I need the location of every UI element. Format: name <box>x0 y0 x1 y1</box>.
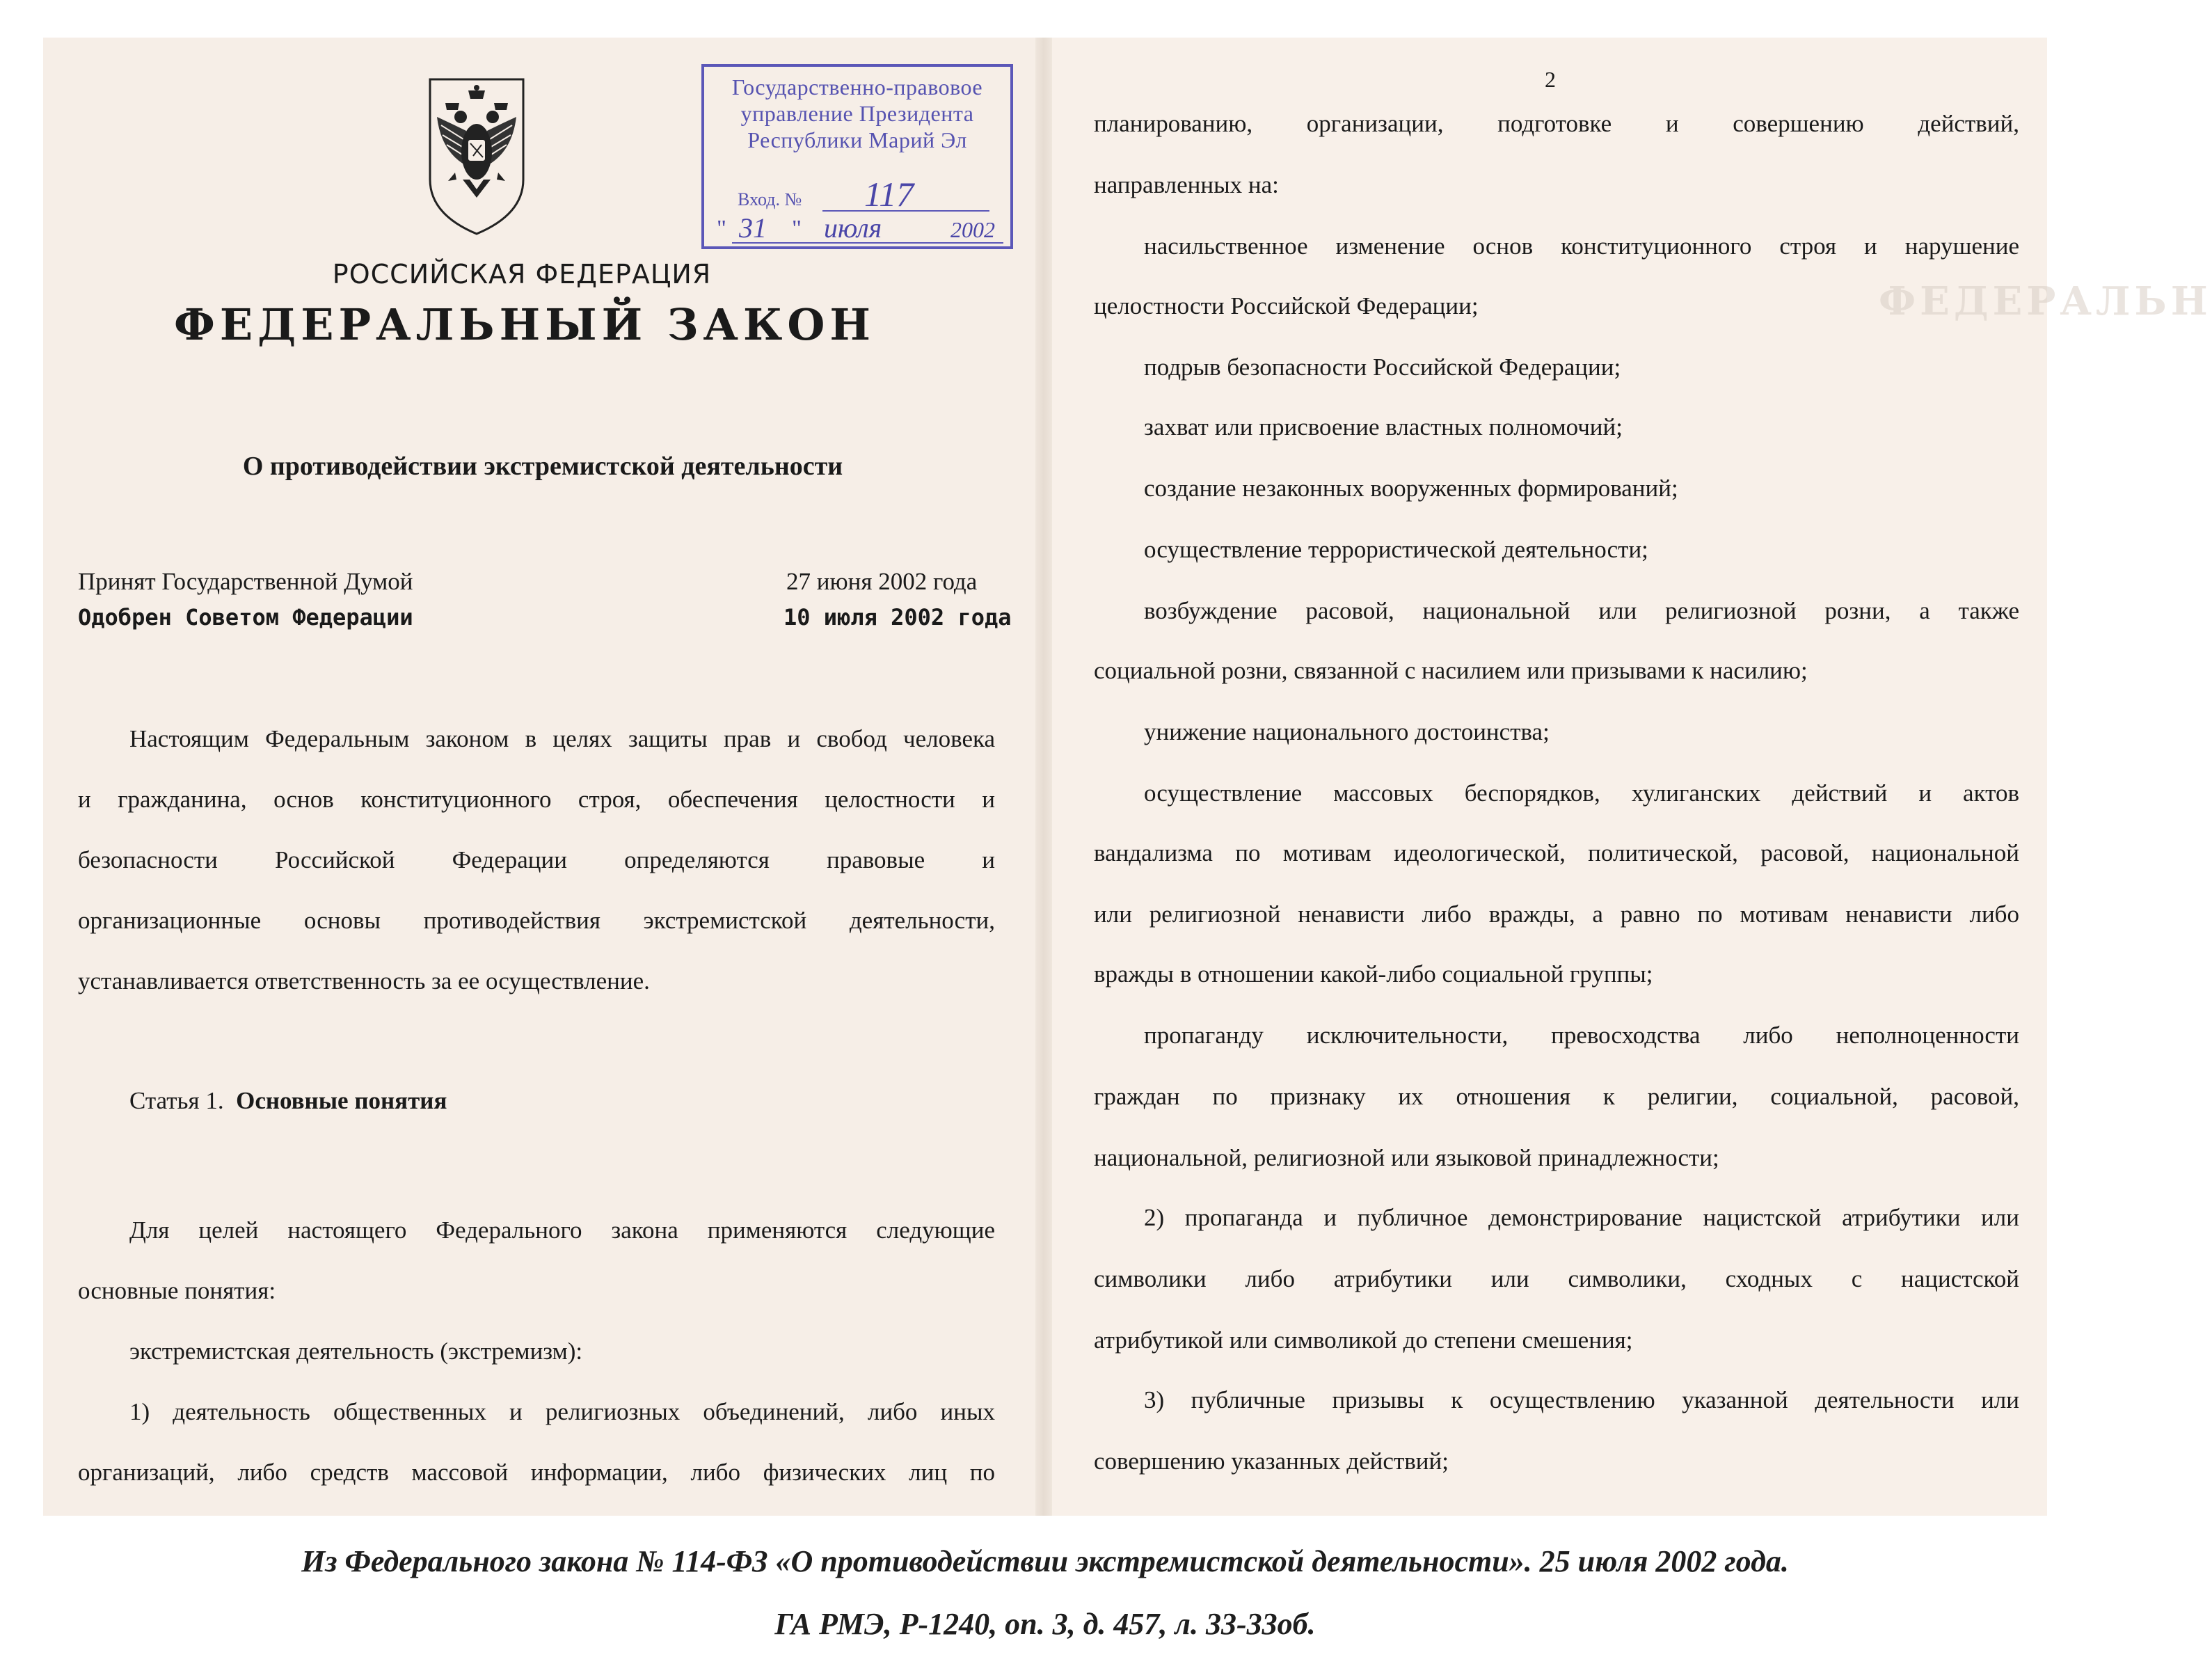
law-title: О противодействии экстремистской деятельности <box>242 452 843 481</box>
article-title: Основные понятия <box>236 1087 447 1114</box>
text-line: планированию, организации, подготовке и совершению действий, <box>1094 110 2019 137</box>
adopted-date: 27 июня 2002 года <box>786 568 978 595</box>
caption-title: Из Федерального закона № 114-ФЗ «О противодействии экстремистской деятельности». 25 июля 2002 года. <box>301 1544 1789 1578</box>
preamble <box>78 708 995 1011</box>
stamp-date-month: июля <box>824 212 882 244</box>
article-body <box>78 1200 995 1502</box>
text-line: создание незаконных вооруженных формирований; <box>1144 475 1678 502</box>
page-number: 2 <box>1545 67 1556 92</box>
preamble-line: устанавливается ответственность за ее осуществление. <box>78 967 650 994</box>
adopted-label: Принят Государственной Думой <box>78 568 413 595</box>
stamp-divider <box>732 242 1003 244</box>
text-line: 3) публичные призывы к осуществлению указанной деятельности или <box>1144 1386 2019 1413</box>
stamp-date-day: 31 <box>739 212 767 244</box>
stamp-org-line: Республики Марий Эл <box>747 127 967 152</box>
body-line: организаций, либо средств массовой информации, либо физических лиц по <box>78 1459 995 1486</box>
registration-stamp <box>701 64 1013 249</box>
stamp-incoming-label: Вход. № <box>738 189 802 209</box>
text-line: насильственное изменение основ конституционного строя и нарушение <box>1144 232 2019 260</box>
text-line: символики либо атрибутики или символики, сходных с нацистской <box>1094 1265 2019 1292</box>
text-line: пропаганду исключительности, превосходства либо неполноценности <box>1144 1022 2019 1049</box>
text-line: осуществление массовых беспорядков, хулиганских действий и актов <box>1144 779 2019 807</box>
stamp-date-year: 2002 <box>950 217 995 242</box>
text-line: граждан по признаку их отношения к религии, социальной, расовой, <box>1094 1083 2019 1110</box>
preamble-line: Настоящим Федеральным законом в целях защиты прав и свобод человека <box>129 725 995 752</box>
text-line: подрыв безопасности Российской Федерации; <box>1144 354 1621 381</box>
text-line: направленных на: <box>1094 171 1279 198</box>
stamp-org-line: управление Президента <box>740 101 974 126</box>
text-line: целостности Российской Федерации; <box>1094 292 1479 319</box>
text-line: осуществление террористической деятельности; <box>1144 536 1648 563</box>
text-line: вражды в отношении какой-либо социальной группы; <box>1094 960 1653 988</box>
text-line: захват или присвоение властных полномочий; <box>1144 413 1623 441</box>
preamble-line: безопасности Российской Федерации определяются правовые и <box>78 846 995 873</box>
article-heading <box>129 1087 447 1115</box>
text-line: или религиозной ненависти либо вражды, а равно по мотивам ненависти либо <box>1094 901 2019 928</box>
page-gutter <box>1035 38 1052 1516</box>
document-type: ФЕДЕРАЛЬНЫЙ ЗАКОН <box>174 299 876 350</box>
preamble-line: организационные основы противодействия экстремистской деятельности, <box>78 907 995 934</box>
approved-label: Одобрен Советом Федерации <box>78 604 413 631</box>
article-label: Статья 1. <box>129 1087 224 1114</box>
body-line: основные понятия: <box>78 1277 276 1304</box>
text-line: унижение национального достоинства; <box>1144 718 1550 745</box>
russian-coat-of-arms-icon <box>424 75 529 237</box>
stamp-incoming-number: 117 <box>864 175 914 214</box>
body-line: Для целей настоящего Федерального закона применяются следующие <box>129 1216 995 1244</box>
body-line: экстремистская деятельность (экстремизм): <box>129 1338 583 1365</box>
text-line: совершению указанных действий; <box>1094 1448 1449 1475</box>
text-line: 2) пропаганда и публичное демонстрирование нацистской атрибутики или <box>1144 1204 2019 1231</box>
preamble-line: и гражданина, основ конституционного строя, обеспечения целостности и <box>78 786 995 813</box>
approved-date: 10 июля 2002 года <box>783 604 1012 631</box>
text-line: возбуждение расовой, национальной или религиозной розни, а также <box>1144 597 2019 624</box>
country-name: РОССИЙСКАЯ ФЕДЕРАЦИЯ <box>332 259 712 290</box>
stamp-organization <box>704 74 1010 153</box>
stamp-org-line: Государственно-правовое <box>731 74 983 100</box>
bleed-through: ФЕДЕРАЛЬН <box>1879 278 2212 324</box>
body-line: 1) деятельность общественных и религиозных объединений, либо иных <box>129 1398 995 1425</box>
text-line: национальной, религиозной или языковой принадлежности; <box>1094 1144 1719 1171</box>
text-line: вандализма по мотивам идеологической, политической, расовой, национальной <box>1094 839 2019 866</box>
stamp-date: " 31 " июля 2002 <box>717 212 995 244</box>
text-line: атрибутикой или символикой до степени смешения; <box>1094 1326 1633 1354</box>
caption-archive-reference: ГА РМЭ, Р-1240, оп. 3, д. 457, л. 33-33об. <box>774 1607 1316 1641</box>
text-line: социальной розни, связанной с насилием или призывами к насилию; <box>1094 657 1808 684</box>
